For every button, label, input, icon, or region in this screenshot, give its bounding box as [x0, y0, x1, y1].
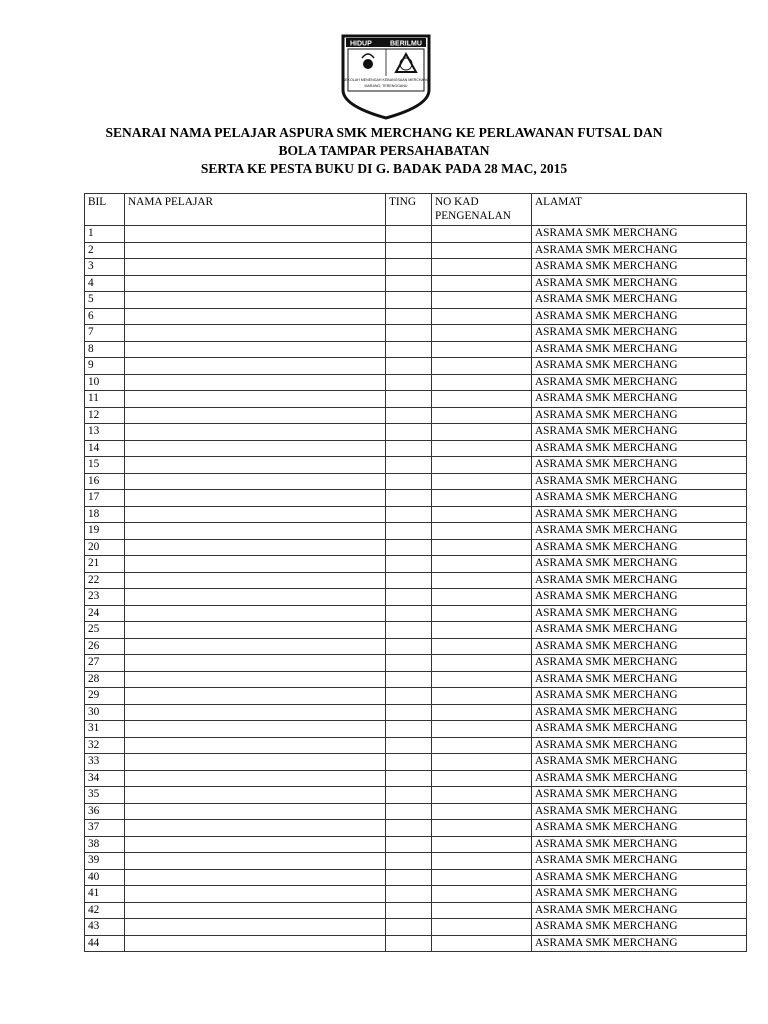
table-row — [85, 374, 747, 391]
cell-nokad — [432, 770, 532, 787]
cell-ting — [386, 622, 432, 639]
cell-nokad — [432, 226, 532, 243]
cell-alamat: ASRAMA SMK MERCHANG — [532, 572, 747, 589]
cell-nokad — [432, 787, 532, 804]
table-row — [85, 523, 747, 540]
cell-nokad — [432, 869, 532, 886]
cell-nama — [125, 440, 386, 457]
table-row — [85, 556, 747, 573]
cell-nama — [125, 737, 386, 754]
cell-bil: 22 — [85, 572, 125, 589]
cell-alamat: ASRAMA SMK MERCHANG — [532, 919, 747, 936]
cell-bil: 31 — [85, 721, 125, 738]
cell-nama — [125, 935, 386, 952]
table-row — [85, 919, 747, 936]
cell-ting — [386, 605, 432, 622]
table-row — [85, 721, 747, 738]
cell-nama — [125, 539, 386, 556]
table-row — [85, 803, 747, 820]
crest-shield-icon — [340, 34, 432, 120]
cell-alamat: ASRAMA SMK MERCHANG — [532, 440, 747, 457]
cell-alamat: ASRAMA SMK MERCHANG — [532, 589, 747, 606]
cell-nokad — [432, 556, 532, 573]
cell-nokad — [432, 902, 532, 919]
cell-nama — [125, 391, 386, 408]
cell-bil: 10 — [85, 374, 125, 391]
cell-ting — [386, 754, 432, 771]
cell-bil: 37 — [85, 820, 125, 837]
table-row — [85, 770, 747, 787]
cell-bil: 30 — [85, 704, 125, 721]
cell-nama — [125, 308, 386, 325]
cell-alamat: ASRAMA SMK MERCHANG — [532, 688, 747, 705]
cell-ting — [386, 869, 432, 886]
cell-nama — [125, 523, 386, 540]
table-body — [85, 226, 747, 952]
cell-nokad — [432, 853, 532, 870]
table-row — [85, 275, 747, 292]
cell-alamat: ASRAMA SMK MERCHANG — [532, 325, 747, 342]
cell-nama — [125, 226, 386, 243]
cell-nama — [125, 242, 386, 259]
cell-ting — [386, 770, 432, 787]
cell-nama — [125, 886, 386, 903]
cell-bil: 7 — [85, 325, 125, 342]
cell-nokad — [432, 803, 532, 820]
cell-nokad — [432, 688, 532, 705]
table-row — [85, 341, 747, 358]
cell-nokad — [432, 341, 532, 358]
cell-bil: 17 — [85, 490, 125, 507]
cell-nama — [125, 869, 386, 886]
table-row — [85, 506, 747, 523]
cell-ting — [386, 341, 432, 358]
cell-alamat: ASRAMA SMK MERCHANG — [532, 391, 747, 408]
cell-alamat: ASRAMA SMK MERCHANG — [532, 935, 747, 952]
cell-nokad — [432, 473, 532, 490]
cell-nokad — [432, 671, 532, 688]
cell-ting — [386, 407, 432, 424]
cell-alamat: ASRAMA SMK MERCHANG — [532, 704, 747, 721]
cell-alamat: ASRAMA SMK MERCHANG — [532, 473, 747, 490]
cell-bil: 43 — [85, 919, 125, 936]
cell-nokad — [432, 424, 532, 441]
table-row — [85, 226, 747, 243]
cell-ting — [386, 457, 432, 474]
cell-bil: 25 — [85, 622, 125, 639]
table-row — [85, 572, 747, 589]
cell-nokad — [432, 325, 532, 342]
crest-motto-right: BERILMU — [390, 40, 422, 48]
cell-nokad — [432, 259, 532, 276]
cell-alamat: ASRAMA SMK MERCHANG — [532, 259, 747, 276]
cell-ting — [386, 704, 432, 721]
cell-ting — [386, 523, 432, 540]
cell-bil: 44 — [85, 935, 125, 952]
cell-nama — [125, 688, 386, 705]
cell-nama — [125, 803, 386, 820]
table-row — [85, 292, 747, 309]
cell-alamat: ASRAMA SMK MERCHANG — [532, 226, 747, 243]
cell-alamat: ASRAMA SMK MERCHANG — [532, 869, 747, 886]
cell-nama — [125, 919, 386, 936]
table-row — [85, 638, 747, 655]
cell-ting — [386, 886, 432, 903]
cell-bil: 41 — [85, 886, 125, 903]
table-row — [85, 589, 747, 606]
cell-alamat: ASRAMA SMK MERCHANG — [532, 737, 747, 754]
cell-nokad — [432, 935, 532, 952]
school-crest-logo — [340, 34, 432, 120]
cell-nokad — [432, 292, 532, 309]
table-row — [85, 787, 747, 804]
cell-ting — [386, 358, 432, 375]
cell-alamat: ASRAMA SMK MERCHANG — [532, 457, 747, 474]
cell-nokad — [432, 721, 532, 738]
table-row — [85, 886, 747, 903]
cell-ting — [386, 391, 432, 408]
title-line-1: SENARAI NAMA PELAJAR ASPURA SMK MERCHANG KE PERLAWANAN FUTSAL DAN — [105, 125, 663, 140]
student-list-table — [84, 193, 747, 952]
cell-bil: 2 — [85, 242, 125, 259]
cell-alamat: ASRAMA SMK MERCHANG — [532, 902, 747, 919]
cell-bil: 29 — [85, 688, 125, 705]
cell-alamat: ASRAMA SMK MERCHANG — [532, 638, 747, 655]
cell-ting — [386, 737, 432, 754]
cell-bil: 6 — [85, 308, 125, 325]
cell-nokad — [432, 638, 532, 655]
table-row — [85, 836, 747, 853]
cell-bil: 9 — [85, 358, 125, 375]
cell-alamat: ASRAMA SMK MERCHANG — [532, 523, 747, 540]
table-row — [85, 902, 747, 919]
cell-nokad — [432, 836, 532, 853]
cell-bil: 40 — [85, 869, 125, 886]
table-row — [85, 754, 747, 771]
cell-nokad — [432, 886, 532, 903]
cell-nokad — [432, 539, 532, 556]
table-row — [85, 622, 747, 639]
table-row — [85, 424, 747, 441]
cell-nama — [125, 407, 386, 424]
cell-nama — [125, 655, 386, 672]
cell-alamat: ASRAMA SMK MERCHANG — [532, 836, 747, 853]
cell-nama — [125, 572, 386, 589]
cell-nokad — [432, 655, 532, 672]
table-header-row — [85, 194, 747, 226]
table-row — [85, 737, 747, 754]
header-alamat: ALAMAT — [532, 194, 747, 226]
cell-ting — [386, 556, 432, 573]
cell-ting — [386, 902, 432, 919]
cell-ting — [386, 539, 432, 556]
cell-nama — [125, 275, 386, 292]
cell-nama — [125, 754, 386, 771]
cell-ting — [386, 275, 432, 292]
cell-nokad — [432, 308, 532, 325]
table-row — [85, 704, 747, 721]
cell-nama — [125, 605, 386, 622]
cell-ting — [386, 226, 432, 243]
cell-alamat: ASRAMA SMK MERCHANG — [532, 556, 747, 573]
table-row — [85, 605, 747, 622]
header-nama-pelajar: NAMA PELAJAR — [125, 194, 386, 226]
table-row — [85, 358, 747, 375]
cell-bil: 20 — [85, 539, 125, 556]
cell-bil: 18 — [85, 506, 125, 523]
cell-alamat: ASRAMA SMK MERCHANG — [532, 242, 747, 259]
cell-ting — [386, 589, 432, 606]
table-row — [85, 242, 747, 259]
cell-bil: 33 — [85, 754, 125, 771]
cell-ting — [386, 853, 432, 870]
cell-alamat: ASRAMA SMK MERCHANG — [532, 770, 747, 787]
cell-bil: 28 — [85, 671, 125, 688]
cell-ting — [386, 638, 432, 655]
table-row — [85, 457, 747, 474]
cell-bil: 16 — [85, 473, 125, 490]
cell-alamat: ASRAMA SMK MERCHANG — [532, 275, 747, 292]
cell-alamat: ASRAMA SMK MERCHANG — [532, 490, 747, 507]
cell-nokad — [432, 506, 532, 523]
cell-bil: 42 — [85, 902, 125, 919]
cell-nokad — [432, 754, 532, 771]
cell-nama — [125, 787, 386, 804]
header-ting: TING — [386, 194, 432, 226]
cell-ting — [386, 506, 432, 523]
table-row — [85, 440, 747, 457]
table-row — [85, 869, 747, 886]
cell-nama — [125, 622, 386, 639]
table-row — [85, 473, 747, 490]
cell-alamat: ASRAMA SMK MERCHANG — [532, 506, 747, 523]
table-row — [85, 671, 747, 688]
cell-nama — [125, 820, 386, 837]
cell-nokad — [432, 589, 532, 606]
cell-ting — [386, 803, 432, 820]
cell-alamat: ASRAMA SMK MERCHANG — [532, 787, 747, 804]
table-row — [85, 490, 747, 507]
cell-ting — [386, 440, 432, 457]
cell-bil: 8 — [85, 341, 125, 358]
cell-nokad — [432, 572, 532, 589]
cell-bil: 24 — [85, 605, 125, 622]
cell-nokad — [432, 391, 532, 408]
cell-nama — [125, 853, 386, 870]
cell-alamat: ASRAMA SMK MERCHANG — [532, 820, 747, 837]
cell-ting — [386, 721, 432, 738]
cell-alamat: ASRAMA SMK MERCHANG — [532, 292, 747, 309]
cell-nama — [125, 770, 386, 787]
cell-nama — [125, 325, 386, 342]
table-row — [85, 259, 747, 276]
cell-nama — [125, 341, 386, 358]
header-bil: BIL — [85, 194, 125, 226]
cell-nokad — [432, 605, 532, 622]
cell-nokad — [432, 737, 532, 754]
cell-bil: 13 — [85, 424, 125, 441]
cell-nama — [125, 902, 386, 919]
cell-bil: 4 — [85, 275, 125, 292]
table-row — [85, 688, 747, 705]
cell-alamat: ASRAMA SMK MERCHANG — [532, 803, 747, 820]
cell-alamat: ASRAMA SMK MERCHANG — [532, 407, 747, 424]
cell-nokad — [432, 407, 532, 424]
table-row — [85, 308, 747, 325]
table-row — [85, 391, 747, 408]
cell-bil: 34 — [85, 770, 125, 787]
cell-nokad — [432, 242, 532, 259]
table-row — [85, 935, 747, 952]
cell-ting — [386, 473, 432, 490]
cell-nokad — [432, 457, 532, 474]
cell-nokad — [432, 919, 532, 936]
cell-alamat: ASRAMA SMK MERCHANG — [532, 358, 747, 375]
cell-ting — [386, 374, 432, 391]
cell-nama — [125, 589, 386, 606]
cell-nama — [125, 292, 386, 309]
cell-nama — [125, 424, 386, 441]
cell-bil: 38 — [85, 836, 125, 853]
table-row — [85, 853, 747, 870]
cell-alamat: ASRAMA SMK MERCHANG — [532, 671, 747, 688]
cell-nokad — [432, 820, 532, 837]
header-no-kad-pengenalan: NO KAD PENGENALAN — [432, 194, 532, 226]
cell-nokad — [432, 374, 532, 391]
cell-nokad — [432, 622, 532, 639]
cell-bil: 12 — [85, 407, 125, 424]
cell-bil: 5 — [85, 292, 125, 309]
cell-bil: 19 — [85, 523, 125, 540]
table-row — [85, 820, 747, 837]
crest-motto-left: HIDUP — [350, 40, 372, 48]
cell-alamat: ASRAMA SMK MERCHANG — [532, 539, 747, 556]
cell-ting — [386, 919, 432, 936]
cell-alamat: ASRAMA SMK MERCHANG — [532, 655, 747, 672]
table-row — [85, 407, 747, 424]
cell-alamat: ASRAMA SMK MERCHANG — [532, 886, 747, 903]
cell-alamat: ASRAMA SMK MERCHANG — [532, 605, 747, 622]
cell-ting — [386, 688, 432, 705]
cell-nama — [125, 671, 386, 688]
cell-alamat: ASRAMA SMK MERCHANG — [532, 853, 747, 870]
cell-bil: 1 — [85, 226, 125, 243]
cell-bil: 27 — [85, 655, 125, 672]
cell-bil: 32 — [85, 737, 125, 754]
cell-alamat: ASRAMA SMK MERCHANG — [532, 341, 747, 358]
cell-alamat: ASRAMA SMK MERCHANG — [532, 374, 747, 391]
cell-alamat: ASRAMA SMK MERCHANG — [532, 622, 747, 639]
title-line-3: SERTA KE PESTA BUKU DI G. BADAK PADA 28 MAC, 2015 — [200, 161, 568, 176]
table-row — [85, 325, 747, 342]
cell-bil: 11 — [85, 391, 125, 408]
cell-nama — [125, 374, 386, 391]
crest-caption-line2: MARANG, TERENGGANU — [364, 84, 408, 88]
cell-nama — [125, 721, 386, 738]
table-row — [85, 655, 747, 672]
cell-ting — [386, 424, 432, 441]
cell-ting — [386, 259, 432, 276]
cell-alamat: ASRAMA SMK MERCHANG — [532, 754, 747, 771]
cell-nama — [125, 457, 386, 474]
cell-bil: 39 — [85, 853, 125, 870]
cell-ting — [386, 820, 432, 837]
cell-nokad — [432, 523, 532, 540]
cell-nama — [125, 638, 386, 655]
cell-ting — [386, 308, 432, 325]
cell-bil: 3 — [85, 259, 125, 276]
cell-nama — [125, 836, 386, 853]
cell-ting — [386, 242, 432, 259]
cell-ting — [386, 490, 432, 507]
cell-nama — [125, 473, 386, 490]
cell-alamat: ASRAMA SMK MERCHANG — [532, 424, 747, 441]
cell-nama — [125, 704, 386, 721]
cell-bil: 14 — [85, 440, 125, 457]
cell-nama — [125, 556, 386, 573]
cell-ting — [386, 572, 432, 589]
table-row — [85, 539, 747, 556]
cell-bil: 26 — [85, 638, 125, 655]
cell-alamat: ASRAMA SMK MERCHANG — [532, 721, 747, 738]
cell-nokad — [432, 358, 532, 375]
cell-ting — [386, 655, 432, 672]
crest-caption-line1: SEKOLAH MENENGAH KEBANGSAAN MERCHANG — [342, 78, 430, 82]
cell-nokad — [432, 490, 532, 507]
cell-ting — [386, 325, 432, 342]
cell-nokad — [432, 440, 532, 457]
cell-nama — [125, 490, 386, 507]
cell-bil: 23 — [85, 589, 125, 606]
cell-ting — [386, 836, 432, 853]
cell-alamat: ASRAMA SMK MERCHANG — [532, 308, 747, 325]
cell-bil: 35 — [85, 787, 125, 804]
cell-ting — [386, 671, 432, 688]
cell-bil: 15 — [85, 457, 125, 474]
cell-nokad — [432, 275, 532, 292]
cell-nama — [125, 358, 386, 375]
cell-bil: 36 — [85, 803, 125, 820]
cell-nama — [125, 259, 386, 276]
cell-ting — [386, 935, 432, 952]
cell-nokad — [432, 704, 532, 721]
cell-nama — [125, 506, 386, 523]
cell-ting — [386, 787, 432, 804]
cell-ting — [386, 292, 432, 309]
title-line-2: BOLA TAMPAR PERSAHABATAN — [278, 143, 490, 158]
cell-bil: 21 — [85, 556, 125, 573]
